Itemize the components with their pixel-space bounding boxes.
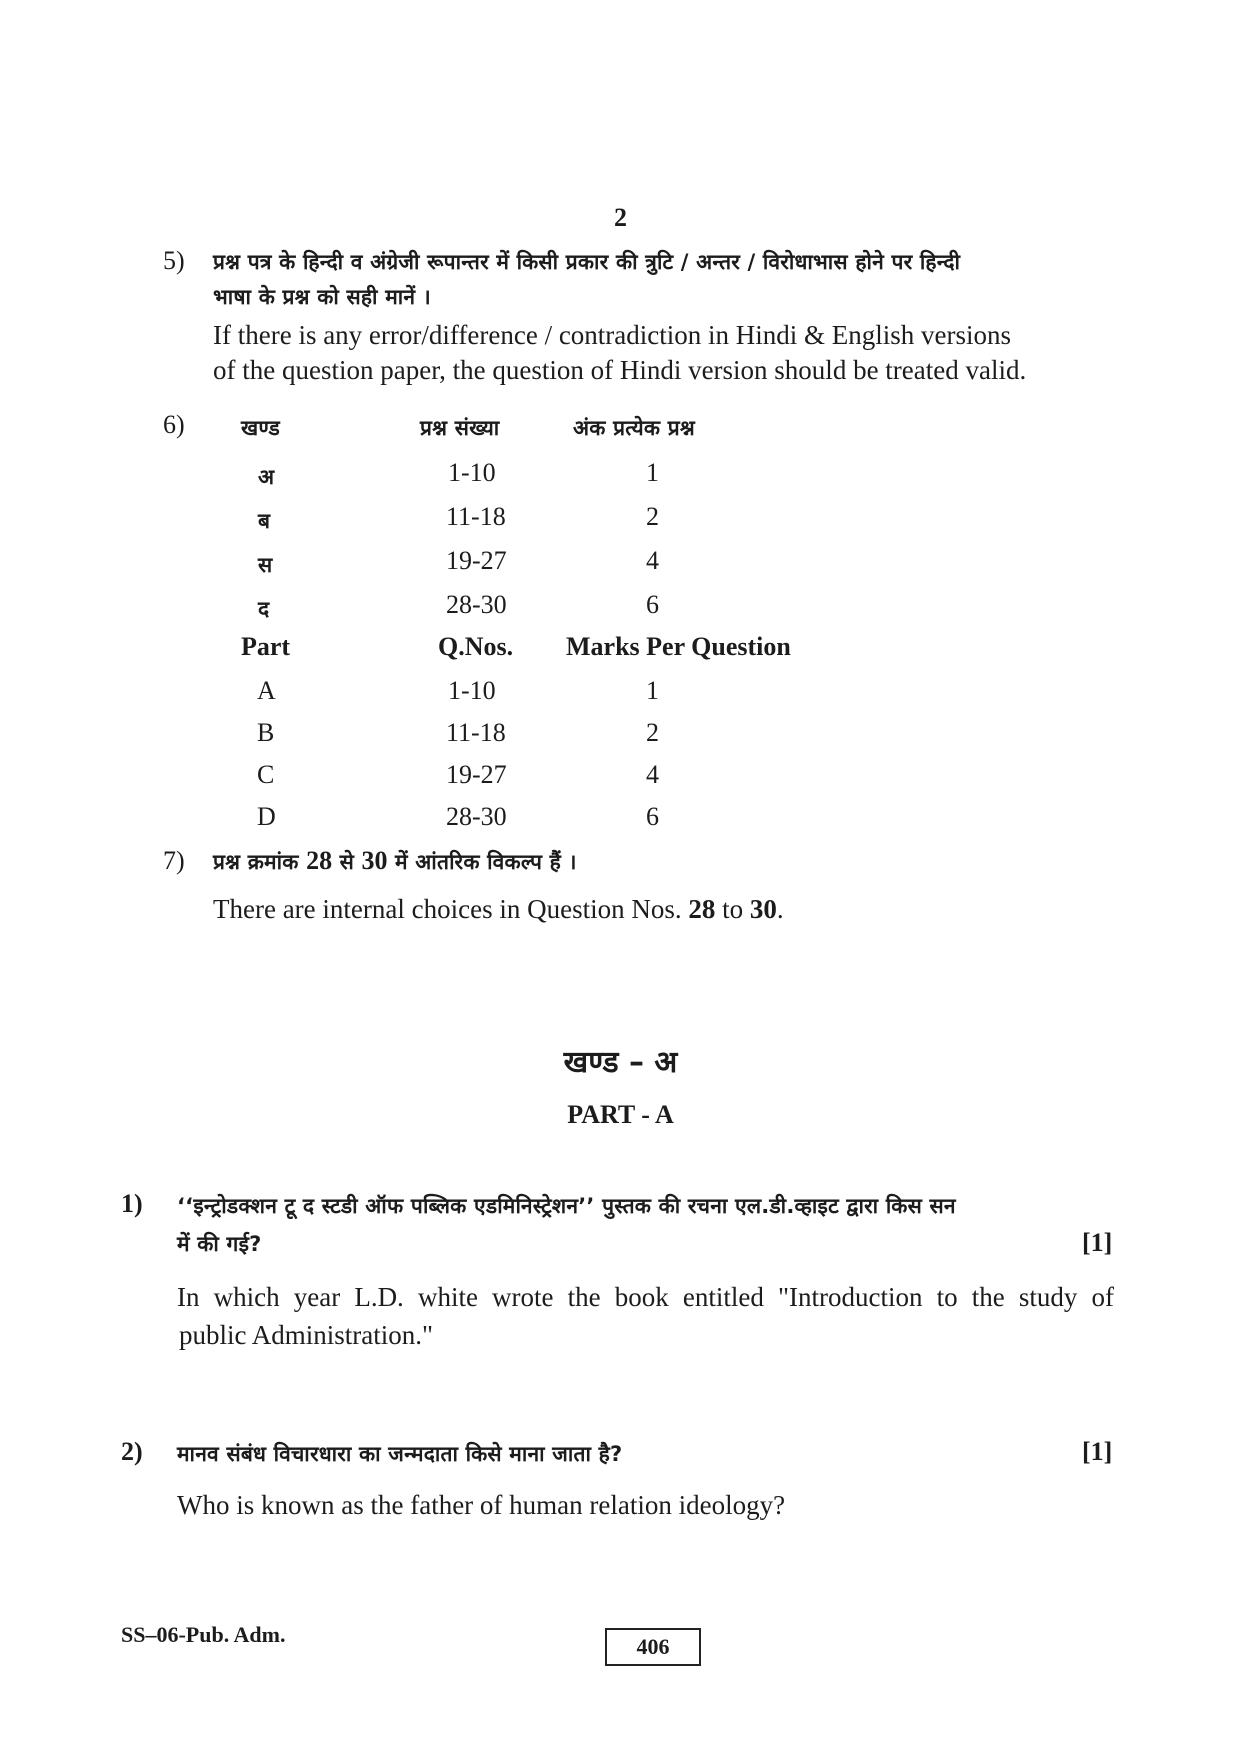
- footer-paper-number: 406: [605, 1628, 701, 1666]
- instruction-7-hindi-number: 30: [361, 846, 388, 875]
- instruction-7-hindi: [213, 846, 577, 876]
- table-english-row-qnos: 11-18: [446, 718, 506, 747]
- table-english-header-qnos: Q.Nos.: [438, 632, 514, 661]
- table-hindi-row-part: अ: [258, 465, 275, 489]
- instruction-7-english-part: to: [715, 894, 750, 924]
- table-hindi-row-qnos: 1-10: [448, 458, 496, 487]
- instruction-7-english-part: There are internal choices in Question Nos.: [213, 894, 689, 924]
- table-hindi-header-marks: अंक प्रत्येक प्रश्न: [573, 416, 695, 440]
- table-english-row-qnos: 28-30: [446, 802, 507, 831]
- instruction-7-english: [213, 894, 784, 925]
- table-hindi-row-marks: 1: [646, 458, 659, 487]
- table-english-header-marks: Marks Per Question: [566, 632, 791, 661]
- table-english-row-marks: 6: [646, 802, 659, 831]
- instruction-7-hindi-part: से: [332, 850, 362, 874]
- table-english-row-part: B: [257, 718, 275, 747]
- question-1-number: 1): [121, 1189, 143, 1218]
- instruction-5-english-line1: If there is any error/difference / contradiction in Hindi & English versions: [213, 320, 1012, 350]
- instruction-7-hindi-part: प्रश्न क्रमांक: [213, 850, 307, 874]
- table-hindi-row-part: द: [258, 597, 270, 621]
- instruction-7-english-number: 28: [688, 894, 716, 924]
- question-1-hindi-line2: में की गई?: [177, 1232, 262, 1256]
- table-english-row-part: C: [257, 760, 275, 789]
- question-1-english-line1: In which year L.D. white wrote the book entitled "Introduction to the study of: [177, 1282, 1114, 1312]
- question-1-marks: [1]: [1082, 1228, 1113, 1257]
- table-english-row-qnos: 1-10: [448, 676, 496, 705]
- table-hindi-row-part: स: [258, 553, 273, 577]
- question-2-number: 2): [121, 1437, 143, 1466]
- instruction-5-english-line2: of the question paper, the question of Hindi version should be treated valid.: [213, 355, 1027, 385]
- table-english-row-marks: 1: [646, 676, 659, 705]
- section-title-hindi: खण्ड – अ: [563, 1045, 678, 1080]
- instruction-7-english-number: 30: [749, 894, 777, 924]
- instruction-5-hindi-line1: प्रश्न पत्र के हिन्दी व अंग्रेजी रूपान्तर में किसी प्रकार की त्रुटि / अन्तर / विरोधाभास होने पर हिन्दी: [213, 250, 961, 274]
- table-english-row-marks: 2: [646, 718, 659, 747]
- table-english-row-qnos: 19-27: [446, 760, 507, 789]
- table-hindi-header-part: खण्ड: [241, 416, 280, 440]
- table-english-row-part: A: [257, 676, 276, 705]
- table-hindi-row-marks: 4: [646, 546, 659, 575]
- table-english-row-marks: 4: [646, 760, 659, 789]
- table-hindi-row-marks: 2: [646, 502, 659, 531]
- table-hindi-header-qnos: प्रश्न संख्या: [420, 416, 500, 440]
- instruction-7-hindi-part: में आंतरिक विकल्प हैं ।: [387, 850, 577, 874]
- page-number: 2: [614, 203, 627, 232]
- question-1-hindi-line1: ‘‘इन्ट्रोडक्शन टू द स्टडी ऑफ पब्लिक एडमिनिस्ट्रेशन’’ पुस्तक की रचना एल.डी.व्हाइट द्वारा किस सन: [177, 1194, 956, 1218]
- instruction-5-hindi-line2: भाषा के प्रश्न को सही मानें ।: [213, 285, 431, 309]
- table-hindi-row-part: ब: [258, 509, 271, 533]
- section-title-english: PART - A: [567, 1100, 674, 1129]
- table-hindi-row-qnos: 28-30: [446, 590, 507, 619]
- question-2-marks: [1]: [1082, 1437, 1113, 1466]
- table-hindi-row-marks: 6: [646, 590, 659, 619]
- question-2-hindi-line1: मानव संबंध विचारधारा का जन्मदाता किसे माना जाता है?: [177, 1442, 623, 1466]
- footer-paper-code: SS–06-Pub. Adm.: [121, 1622, 286, 1647]
- table-hindi-row-qnos: 11-18: [446, 502, 506, 531]
- instruction-6-number: 6): [163, 410, 185, 439]
- table-hindi-row-qnos: 19-27: [446, 546, 507, 575]
- instruction-5-number: 5): [163, 246, 185, 275]
- instruction-7-english-part: .: [776, 894, 784, 924]
- instruction-7-hindi-number: 28: [306, 846, 333, 875]
- instruction-7-number: 7): [163, 846, 185, 875]
- table-english-row-part: D: [257, 802, 276, 831]
- question-1-english-line2: public Administration.": [179, 1320, 434, 1350]
- table-english-header-part: Part: [241, 632, 291, 661]
- question-2-english-line1: Who is known as the father of human relation ideology?: [177, 1490, 786, 1520]
